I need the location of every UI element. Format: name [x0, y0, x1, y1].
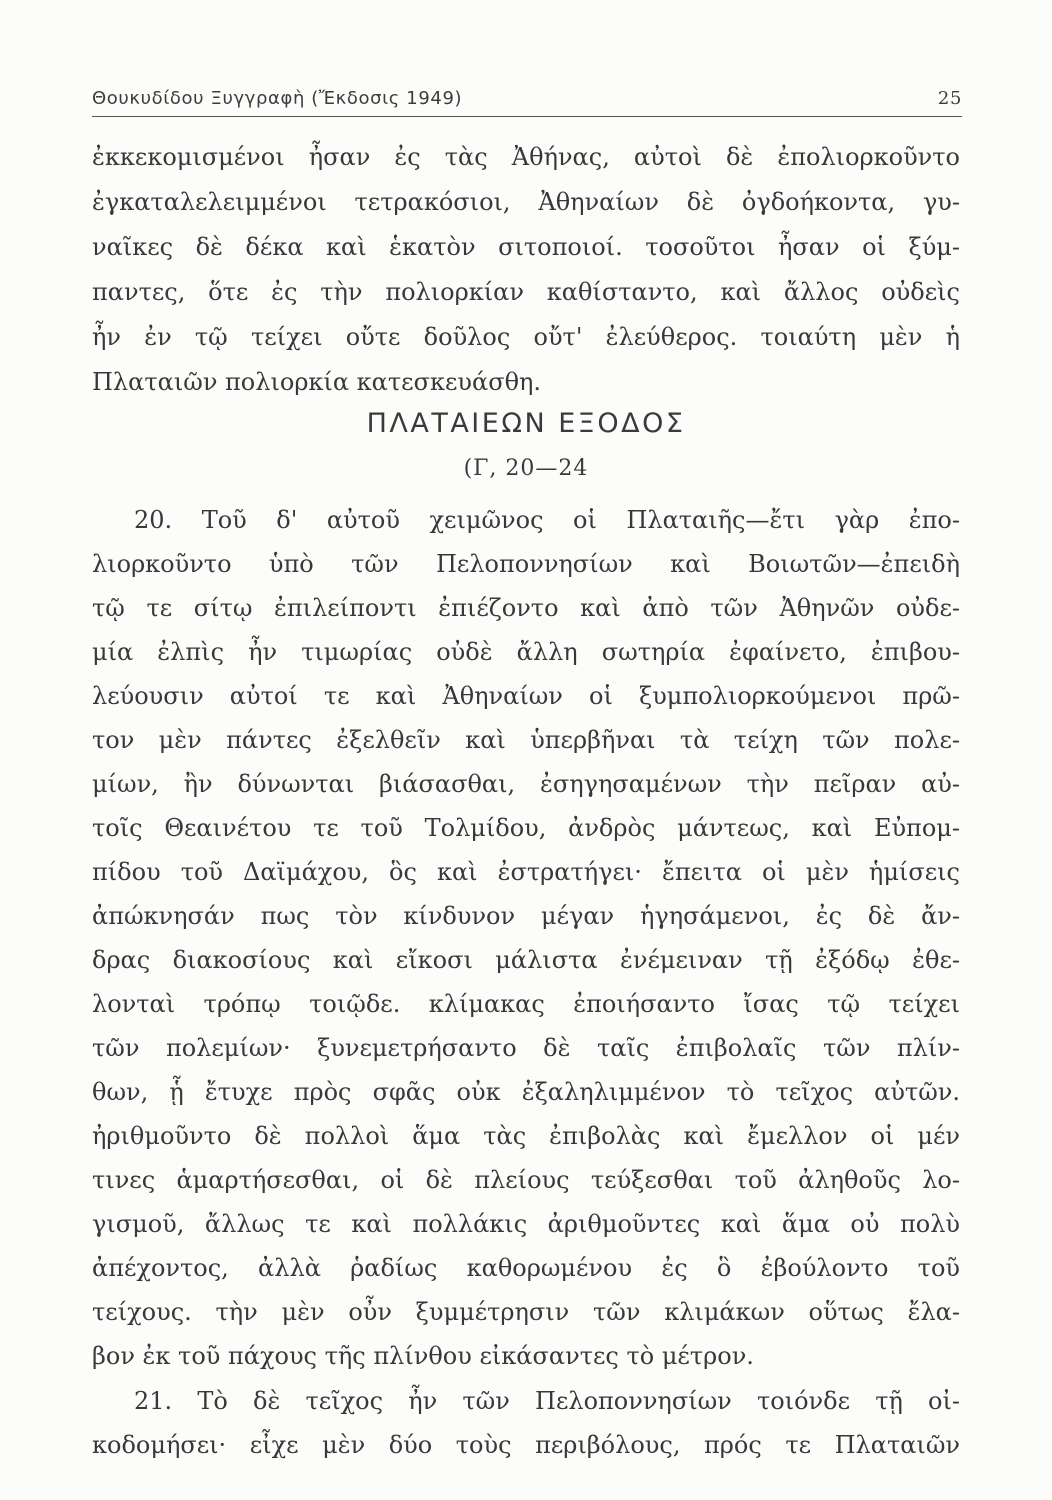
text-line: 20. Τοῦ δ' αὐτοῦ χειμῶνος οἱ Πλαταιῆς—ἔτι γὰρ ἐπο-: [134, 506, 960, 534]
text-line: δρας διακοσίους καὶ εἴκοσι μάλιστα ἐνέμειναν τῇ ἐξόδῳ ἐθε-: [92, 946, 960, 974]
text-line: γισμοῦ, ἄλλως τε καὶ πολλάκις ἀριθμοῦντες καὶ ἅμα οὐ πολὺ: [92, 1210, 960, 1238]
page-number: 25: [937, 88, 962, 109]
text-line: τινες ἁμαρτήσεσθαι, οἱ δὲ πλείους τεύξεσθαι τοῦ ἀληθοῦς λο-: [92, 1166, 960, 1194]
text-line: τῷ τε σίτῳ ἐπιλείποντι ἐπιέζοντο καὶ ἀπὸ τῶν Ἀθηνῶν οὐδε-: [92, 594, 960, 622]
running-header: [92, 84, 962, 117]
text-line: τείχους. τὴν μὲν οὖν ξυμμέτρησιν τῶν κλιμάκων οὕτως ἔλα-: [92, 1298, 960, 1326]
section-reference: (Γ, 20—24: [463, 456, 589, 481]
section-heading: ΠΛΑΤΑΙΕΩΝ ΕΞΟΔΟΣ: [366, 408, 686, 439]
text-line: λεύουσιν αὐτοί τε καὶ Ἀθηναίων οἱ ξυμπολιορκούμενοι πρῶ-: [92, 682, 960, 710]
text-line: τῶν πολεμίων· ξυνεμετρήσαντο δὲ ταῖς ἐπιβολαῖς τῶν πλίν-: [92, 1034, 960, 1062]
text-line: λονταὶ τρόπῳ τοιῷδε. κλίμακας ἐποιήσαντο ἴσας τῷ τείχει: [92, 990, 960, 1018]
text-line: παντες, ὅτε ἐς τὴν πολιορκίαν καθίσταντο, καὶ ἄλλος οὐδεὶς: [92, 278, 960, 306]
text-line: ἀπώκνησάν πως τὸν κίνδυνον μέγαν ἡγησάμενοι, ἐς δὲ ἄν-: [92, 902, 960, 930]
text-line: ἐκκεκομισμένοι ἦσαν ἐς τὰς Ἀθήνας, αὐτοὶ δὲ ἐπολιορκοῦντο: [92, 143, 960, 171]
text-line: τον μὲν πάντες ἐξελθεῖν καὶ ὑπερβῆναι τὰ τείχη τῶν πολε-: [92, 726, 960, 754]
text-line: ναῖκες δὲ δέκα καὶ ἑκατὸν σιτοποιοί. τοσοῦτοι ἦσαν οἱ ξύμ-: [92, 233, 960, 261]
text-line: ἦν ἐν τῷ τείχει οὔτε δοῦλος οὔτ' ἐλεύθερος. τοιαύτη μὲν ἡ: [92, 323, 960, 351]
running-header-title: Θουκυδίδου Ξυγγραφὴ (Ἔκδοσις 1949): [92, 88, 463, 109]
text-line: λιορκοῦντο ὑπὸ τῶν Πελοποννησίων καὶ Βοιωτῶν—ἐπειδὴ: [92, 550, 960, 578]
text-line: βον ἐκ τοῦ πάχους τῆς πλίνθου εἰκάσαντες τὸ μέτρον.: [92, 1342, 754, 1370]
text-line: πίδου τοῦ Δαϊμάχου, ὃς καὶ ἐστρατήγει· ἔπειτα οἱ μὲν ἡμίσεις: [92, 858, 960, 886]
text-line: ἐγκαταλελειμμένοι τετρακόσιοι, Ἀθηναίων δὲ ὀγδοήκοντα, γυ-: [92, 188, 960, 216]
text-line: Πλαταιῶν πολιορκία κατεσκευάσθη.: [92, 368, 542, 396]
text-line: ἀπέχοντος, ἀλλὰ ῥαδίως καθορωμένου ἐς ὃ ἐβούλοντο τοῦ: [92, 1254, 960, 1282]
text-line: τοῖς Θεαινέτου τε τοῦ Τολμίδου, ἀνδρὸς μάντεως, καὶ Εὐπομ-: [92, 814, 960, 842]
text-line: θων, ᾗ ἔτυχε πρὸς σφᾶς οὐκ ἐξαληλιμμένον τὸ τεῖχος αὐτῶν.: [92, 1078, 960, 1106]
text-line: κοδομήσει· εἶχε μὲν δύο τοὺς περιβόλους, πρός τε Πλαταιῶν: [92, 1431, 960, 1459]
text-line: ἠριθμοῦντο δὲ πολλοὶ ἅμα τὰς ἐπιβολὰς καὶ ἔμελλον οἱ μέν: [92, 1122, 960, 1150]
text-line: μίων, ἢν δύνωνται βιάσασθαι, ἐσηγησαμένων τὴν πεῖραν αὐ-: [92, 770, 960, 798]
text-line: μία ἐλπὶς ἦν τιμωρίας οὐδὲ ἄλλη σωτηρία ἐφαίνετο, ἐπιβου-: [92, 638, 960, 666]
text-line: 21. Τὸ δὲ τεῖχος ἦν τῶν Πελοποννησίων τοιόνδε τῇ οἰ-: [134, 1387, 960, 1415]
